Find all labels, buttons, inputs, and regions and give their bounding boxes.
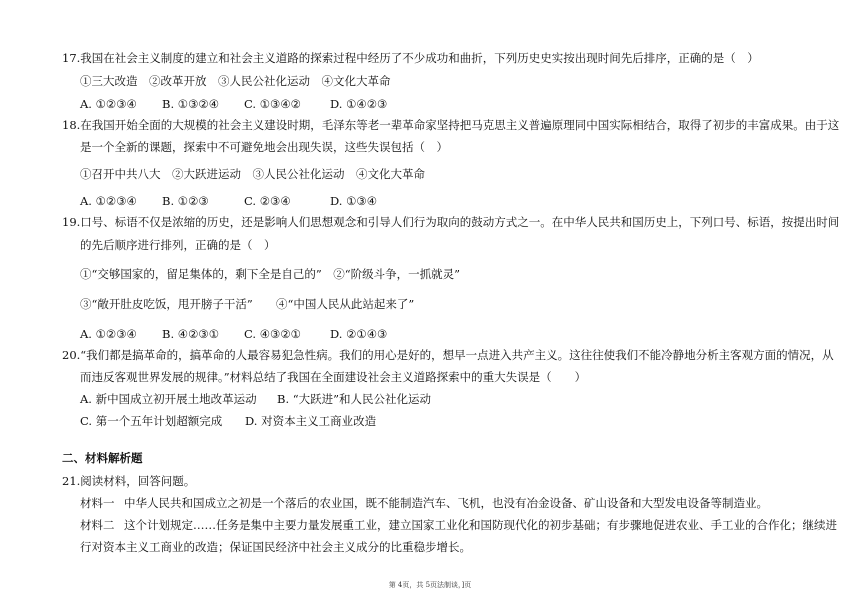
q18-options — [80, 193, 377, 209]
q19-items-line2b: ④“中国人民从此站起来了” — [276, 297, 415, 311]
q20-stem-line1: 20.“我们都是搞革命的，搞革命的人最容易犯急性病。我们的用心是好的，想早一点进入共产主义。这往往使我们不能冷静地分析主客观方面的情况，从 — [62, 348, 834, 362]
q18-option-a[interactable]: A. ①②③④ — [80, 194, 137, 208]
q19-items-line1: ①“交够国家的，留足集体的，剩下全是自己的” ②“阶级斗争，一抓就灵” — [80, 267, 461, 281]
q21-material1-label: 材料一 — [80, 496, 115, 510]
q19-items-line2a: ③“敞开肚皮吃饭，甩开膀子干活” — [80, 297, 253, 311]
q17-option-c[interactable]: C. ①③④② — [244, 97, 301, 111]
q18-option-b[interactable]: B. ①②③ — [162, 194, 209, 208]
q18-option-c[interactable]: C. ②③④ — [244, 194, 291, 208]
section-heading: 二、材料解析题 — [62, 451, 143, 465]
q18-option-d[interactable]: D. ①③④ — [330, 194, 378, 208]
q17-option-a[interactable]: A. ①②③④ — [80, 97, 137, 111]
q18-stem-line1: 18.在我国开始全面的大规模的社会主义建设时期，毛泽东等老一辈革命家坚持把马克思主义普遍原理同中国实际相结合，取得了初步的丰富成果。由于这 — [62, 118, 840, 132]
q21-stem: 21.阅读材料，回答问题。 — [62, 474, 196, 488]
q21-material2-text: 这个计划规定……任务是集中主要力量发展重工业，建立国家工业化和国防现代化的初步基础；有步骤地促进农业、手工业的合作化；继续进 — [124, 518, 837, 532]
q17-option-b[interactable]: B. ①③②④ — [162, 97, 220, 111]
q18-items: ①召开中共八大 ②大跃进运动 ③人民公社化运动 ④文化大革命 — [80, 167, 425, 181]
q19-options — [80, 326, 387, 342]
q20-stem-line2: 而违反客观世界发展的规律。”材料总结了我国在全面建设社会主义道路探索中的重大失误是（ ） — [80, 370, 587, 384]
q17-items: ①三大改造 ②改革开放 ③人民公社化运动 ④文化大革命 — [80, 74, 391, 88]
page-footer: 第 4页，共 5页法制谈，]页 — [388, 581, 472, 589]
q19-option-a[interactable]: A. ①②③④ — [80, 327, 137, 341]
q19-stem-line2: 的先后顺序进行排列，正确的是（ ） — [80, 238, 276, 252]
q20-option-a[interactable]: A. 新中国成立初开展土地改革运动 — [80, 392, 257, 406]
q20-option-d[interactable]: D. 对资本主义工商业改造 — [245, 414, 377, 428]
q21-material2-text-cont: 行对资本主义工商业的改造；保证国民经济中社会主义成分的比重稳步增长。 — [80, 540, 471, 554]
q17-options — [80, 96, 387, 112]
q19-option-c[interactable]: C. ④③②① — [244, 327, 301, 341]
q17-stem: 17.我国在社会主义制度的建立和社会主义道路的探索过程中经历了不少成功和曲折，下列历史史实按出现时间先后排序，正确的是（ ） — [62, 51, 759, 65]
q21-material2-label: 材料二 — [80, 518, 115, 532]
q20-option-b[interactable]: B. “大跃进”和人民公社化运动 — [277, 392, 432, 406]
q19-option-d[interactable]: D. ②①④③ — [330, 327, 388, 341]
q18-stem-line2: 是一个全新的课题，探索中不可避免地会出现失误，这些失误包括（ ） — [80, 140, 448, 154]
q17-option-d[interactable]: D. ①④②③ — [330, 97, 388, 111]
q20-option-c[interactable]: C. 第一个五年计划超额完成 — [80, 414, 223, 428]
q19-option-b[interactable]: B. ④②③① — [162, 327, 220, 341]
q21-material1-text: 中华人民共和国成立之初是一个落后的农业国，既不能制造汽车、飞机，也没有冶金设备、矿山设备和大型发电设备等制造业。 — [124, 496, 768, 510]
q19-stem-line1: 19.口号、标语不仅是浓缩的历史，还是影响人们思想观念和引导人们行为取向的鼓动方式之一。在中华人民共和国历史上，下列口号、标语，按提出时间 — [62, 215, 840, 229]
